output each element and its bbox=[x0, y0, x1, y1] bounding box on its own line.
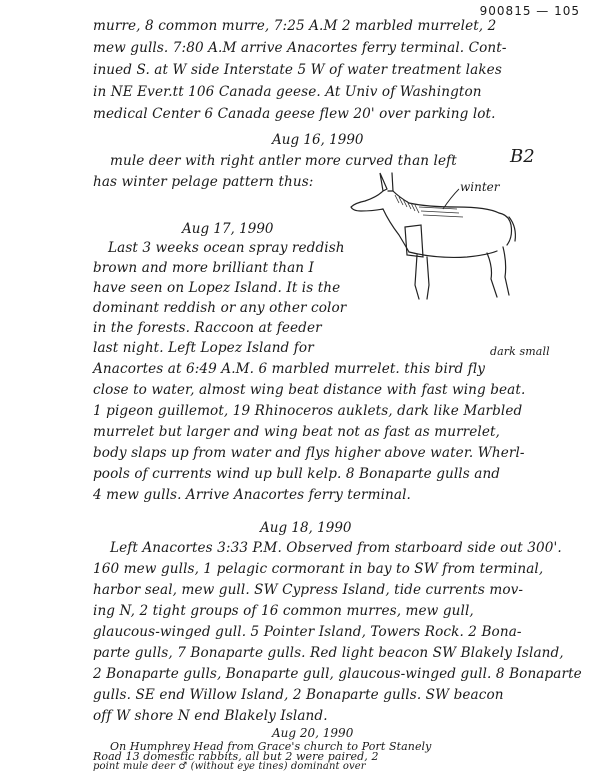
page-reference-number: 900815 — 105 bbox=[479, 4, 580, 18]
entry-line: On Humphrey Head from Grace's church to Port Stanely bbox=[110, 740, 432, 753]
entry-line: has winter pelage pattern thus: bbox=[93, 174, 314, 190]
entry-line: ing N, 2 tight groups of 16 common murres, mew gull, bbox=[93, 603, 474, 619]
entry-line: pools of currents wind up bull kelp. 8 Bonaparte gulls and bbox=[93, 466, 501, 482]
entry-line: Road 13 domestic rabbits, all but 2 were paired, 2 bbox=[93, 750, 379, 763]
entry-line: parte gulls, 7 Bonaparte gulls. Red light beacon SW Blakely Island, bbox=[93, 645, 564, 661]
entry-line: last night. Left Lopez Island for bbox=[93, 340, 314, 356]
mule-deer-sketch bbox=[347, 167, 527, 302]
entry-line: Left Anacortes 3:33 P.M. Observed from starboard side out 300'. bbox=[110, 540, 562, 556]
entry-line: medical Center 6 Canada geese flew 20' over parking lot. bbox=[93, 106, 496, 122]
entry-line: inued S. at W side Interstate 5 W of water treatment lakes bbox=[93, 62, 502, 78]
entry-line: Anacortes at 6:49 A.M. 6 marbled murrelet. this bird fly bbox=[93, 361, 486, 377]
entry-line: 160 mew gulls, 1 pelagic cormorant in bay to SW from terminal, bbox=[93, 561, 544, 577]
entry-line: harbor seal, mew gull. SW Cypress Island, tide currents mov- bbox=[93, 582, 524, 598]
entry-line: 2 Bonaparte gulls, Bonaparte gull, glaucous-winged gull. 8 Bonaparte bbox=[93, 666, 582, 682]
entry-line: mule deer with right antler more curved than left bbox=[110, 153, 457, 169]
entry-line: mew gulls. 7:80 A.M arrive Anacortes ferry terminal. Cont- bbox=[93, 40, 507, 56]
entry-line: murre, 8 common murre, 7:25 A.M 2 marbled murrelet, 2 bbox=[93, 18, 497, 34]
entry-line: 4 mew gulls. Arrive Anacortes ferry terminal. bbox=[93, 487, 411, 503]
margin-mark: B2 bbox=[510, 146, 535, 167]
sketch-label: winter bbox=[460, 180, 500, 194]
entry-line: gulls. SE end Willow Island, 2 Bonaparte gulls. SW beacon bbox=[93, 687, 504, 703]
entry-line: dominant reddish or any other color bbox=[93, 300, 347, 316]
entry-line: Last 3 weeks ocean spray reddish bbox=[108, 240, 345, 256]
entry-line: point mule deer ♂ (without eye tines) dominant over bbox=[93, 761, 366, 772]
entry-line: brown and more brilliant than I bbox=[93, 260, 315, 276]
entry-line: murrelet but larger and wing beat not as fast as murrelet, bbox=[93, 424, 500, 440]
entry-line: in NE Ever.tt 106 Canada geese. At Univ of Washington bbox=[93, 84, 482, 100]
entry-line: have seen on Lopez Island. It is the bbox=[93, 280, 341, 296]
entry-line: off W shore N end Blakely Island. bbox=[93, 708, 328, 724]
entry-line: close to water, almost wing beat distance with fast wing beat. bbox=[93, 382, 526, 398]
entry-date: Aug 17, 1990 bbox=[182, 221, 274, 237]
insert-note: dark small bbox=[490, 345, 550, 358]
entry-line: 1 pigeon guillemot, 19 Rhinoceros auklets, dark like Marbled bbox=[93, 403, 523, 419]
entry-line: body slaps up from water and flys higher above water. Wherl- bbox=[93, 445, 525, 461]
entry-line: in the forests. Raccoon at feeder bbox=[93, 320, 322, 336]
entry-date: Aug 20, 1990 bbox=[272, 726, 354, 740]
entry-date: Aug 16, 1990 bbox=[272, 132, 364, 148]
deer-drawing bbox=[347, 167, 527, 302]
entry-line: glaucous-winged gull. 5 Pointer Island, Towers Rock. 2 Bona- bbox=[93, 624, 522, 640]
entry-date: Aug 18, 1990 bbox=[260, 520, 352, 536]
